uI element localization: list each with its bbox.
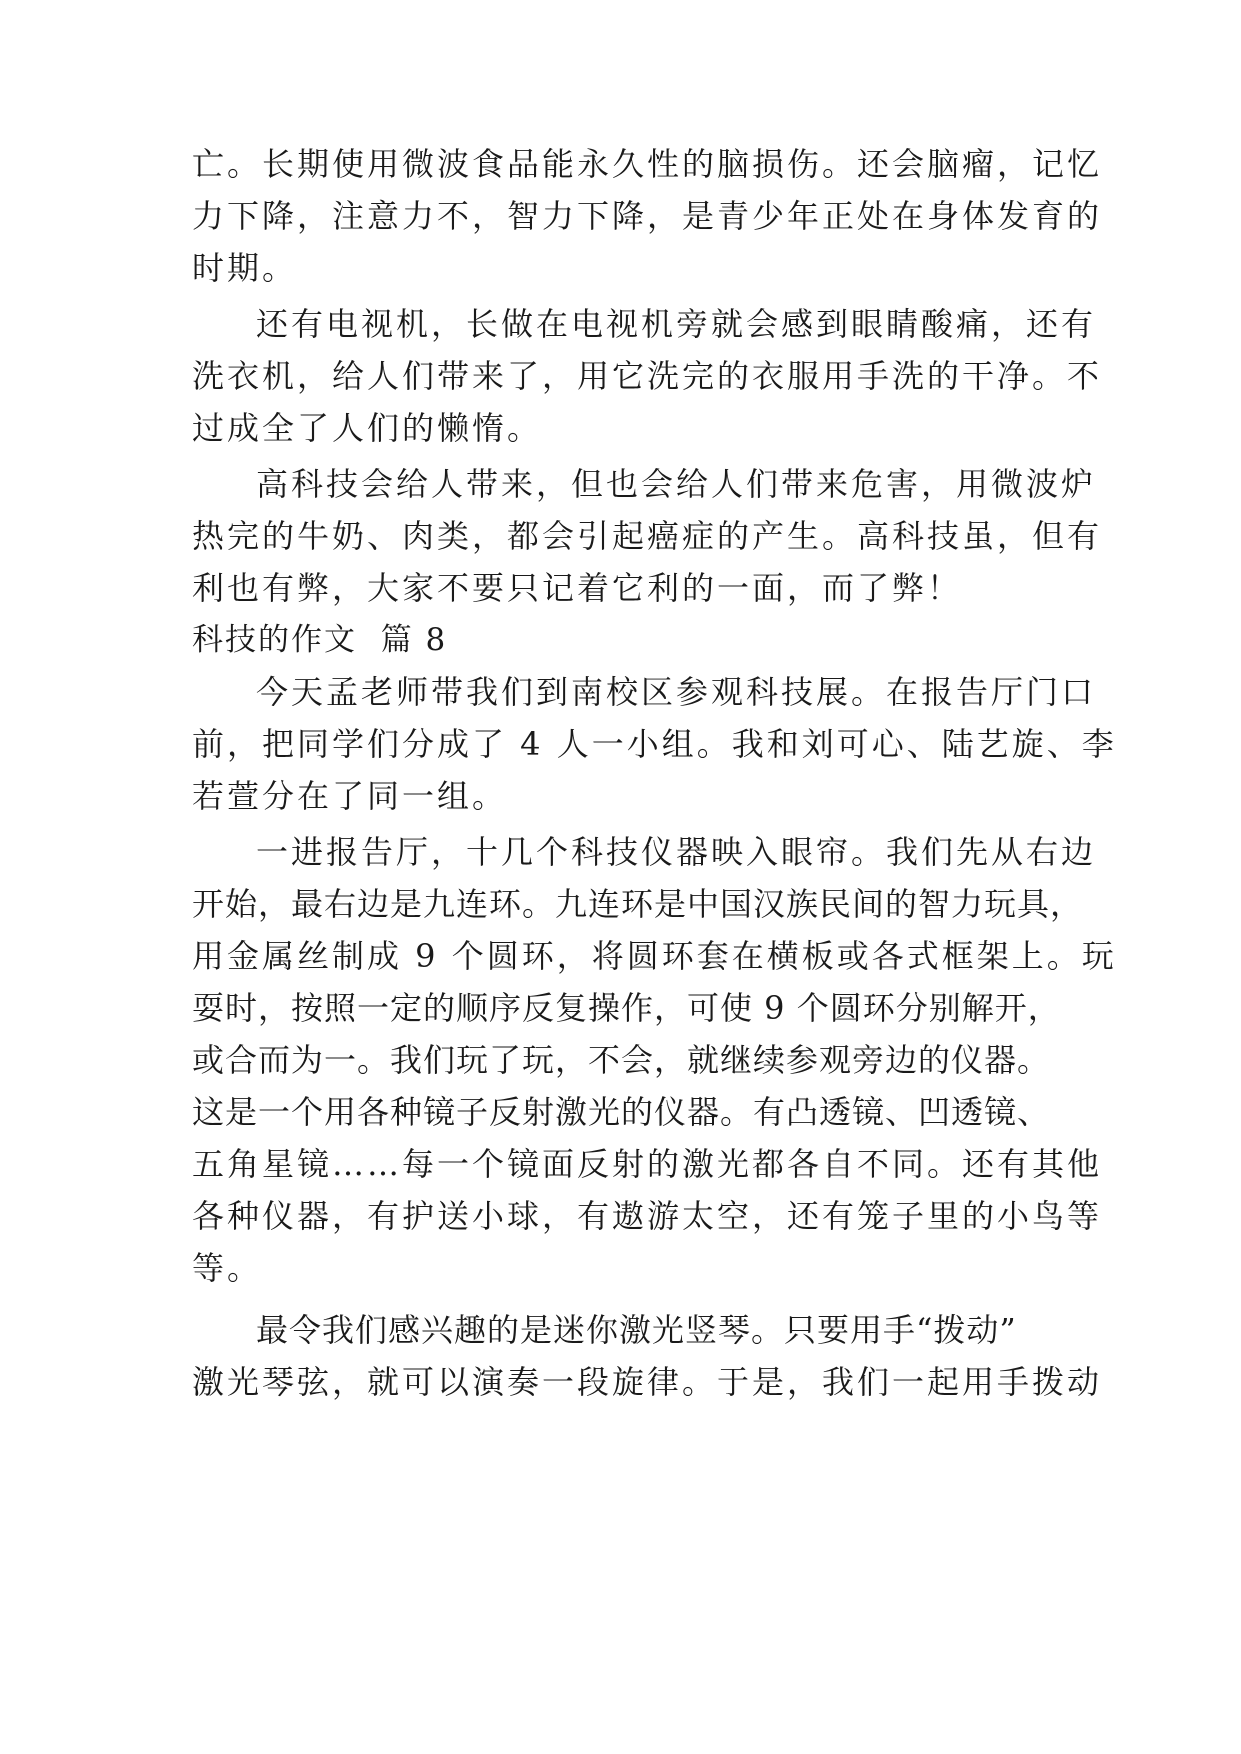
paragraph-line: 还有电视机，长做在电视机旁就会感到眼睛酸痛，还有 (256, 305, 1097, 343)
paragraph-line: 或合而为一。我们玩了玩，不会，就继续参观旁边的仪器。 (192, 1041, 1051, 1079)
paragraph-line: 过成全了人们的懒惰。 (192, 409, 543, 447)
paragraph-line: 利也有弊，大家不要只记着它利的一面，而了弊！ (192, 569, 963, 607)
paragraph-2 (192, 298, 1103, 454)
paragraph-line: 洗衣机，给人们带来了，用它洗完的衣服用手洗的干净。不 (192, 357, 1103, 395)
paragraph-line: 一进报告厅，十几个科技仪器映入眼帘。我们先从右边 (256, 833, 1097, 871)
paragraph-1 (192, 138, 1103, 294)
paragraph-line: 今天孟老师带我们到南校区参观科技展。在报告厅门口 (256, 673, 1097, 711)
paragraph-4 (192, 666, 1117, 822)
paragraph-line: 若萱分在了同一组。 (192, 777, 508, 815)
paragraph-line: 力下降，注意力不，智力下降，是青少年正处在身体发育的 (192, 197, 1103, 235)
paragraph-line: 前，把同学们分成了 4 人一小组。我和刘可心、陆艺旋、李 (192, 725, 1117, 763)
paragraph-line: 等。 (192, 1249, 263, 1287)
paragraph-6 (192, 1304, 1103, 1408)
paragraph-line: 用金属丝制成 9 个圆环，将圆环套在横板或各式框架上。玩 (192, 937, 1117, 975)
paragraph-line: 各种仪器，有护送小球，有遨游太空，还有笼子里的小鸟等 (192, 1197, 1103, 1235)
paragraph-line: 热完的牛奶、肉类，都会引起癌症的产生。高科技虽，但有 (192, 517, 1103, 555)
paragraph-line: 开始，最右边是九连环。九连环是中国汉族民间的智力玩具， (192, 885, 1084, 923)
paragraph-5 (192, 826, 1117, 1294)
document-page (192, 138, 1117, 1408)
paragraph-line: 这是一个用各种镜子反射激光的仪器。有凸透镜、凹透镜、 (192, 1093, 1051, 1131)
paragraph-3 (192, 458, 1103, 614)
paragraph-line: 亡。长期使用微波食品能永久性的脑损伤。还会脑瘤，记忆 (192, 145, 1103, 183)
paragraph-line: 高科技会给人带来，但也会给人们带来危害，用微波炉 (256, 465, 1097, 503)
paragraph-line: 最令我们感兴趣的是迷你激光竖琴。只要用手“拨动” (256, 1311, 1017, 1349)
paragraph-line: 激光琴弦，就可以演奏一段旋律。于是，我们一起用手拨动 (192, 1363, 1103, 1401)
paragraph-line: 时期。 (192, 249, 298, 287)
section-heading: 科技的作文 篇 8 (192, 622, 448, 658)
paragraph-line: 五角星镜……每一个镜面反射的激光都各自不同。还有其他 (192, 1145, 1103, 1183)
paragraph-line: 耍时，按照一定的顺序反复操作，可使 9 个圆环分别解开， (192, 989, 1061, 1027)
